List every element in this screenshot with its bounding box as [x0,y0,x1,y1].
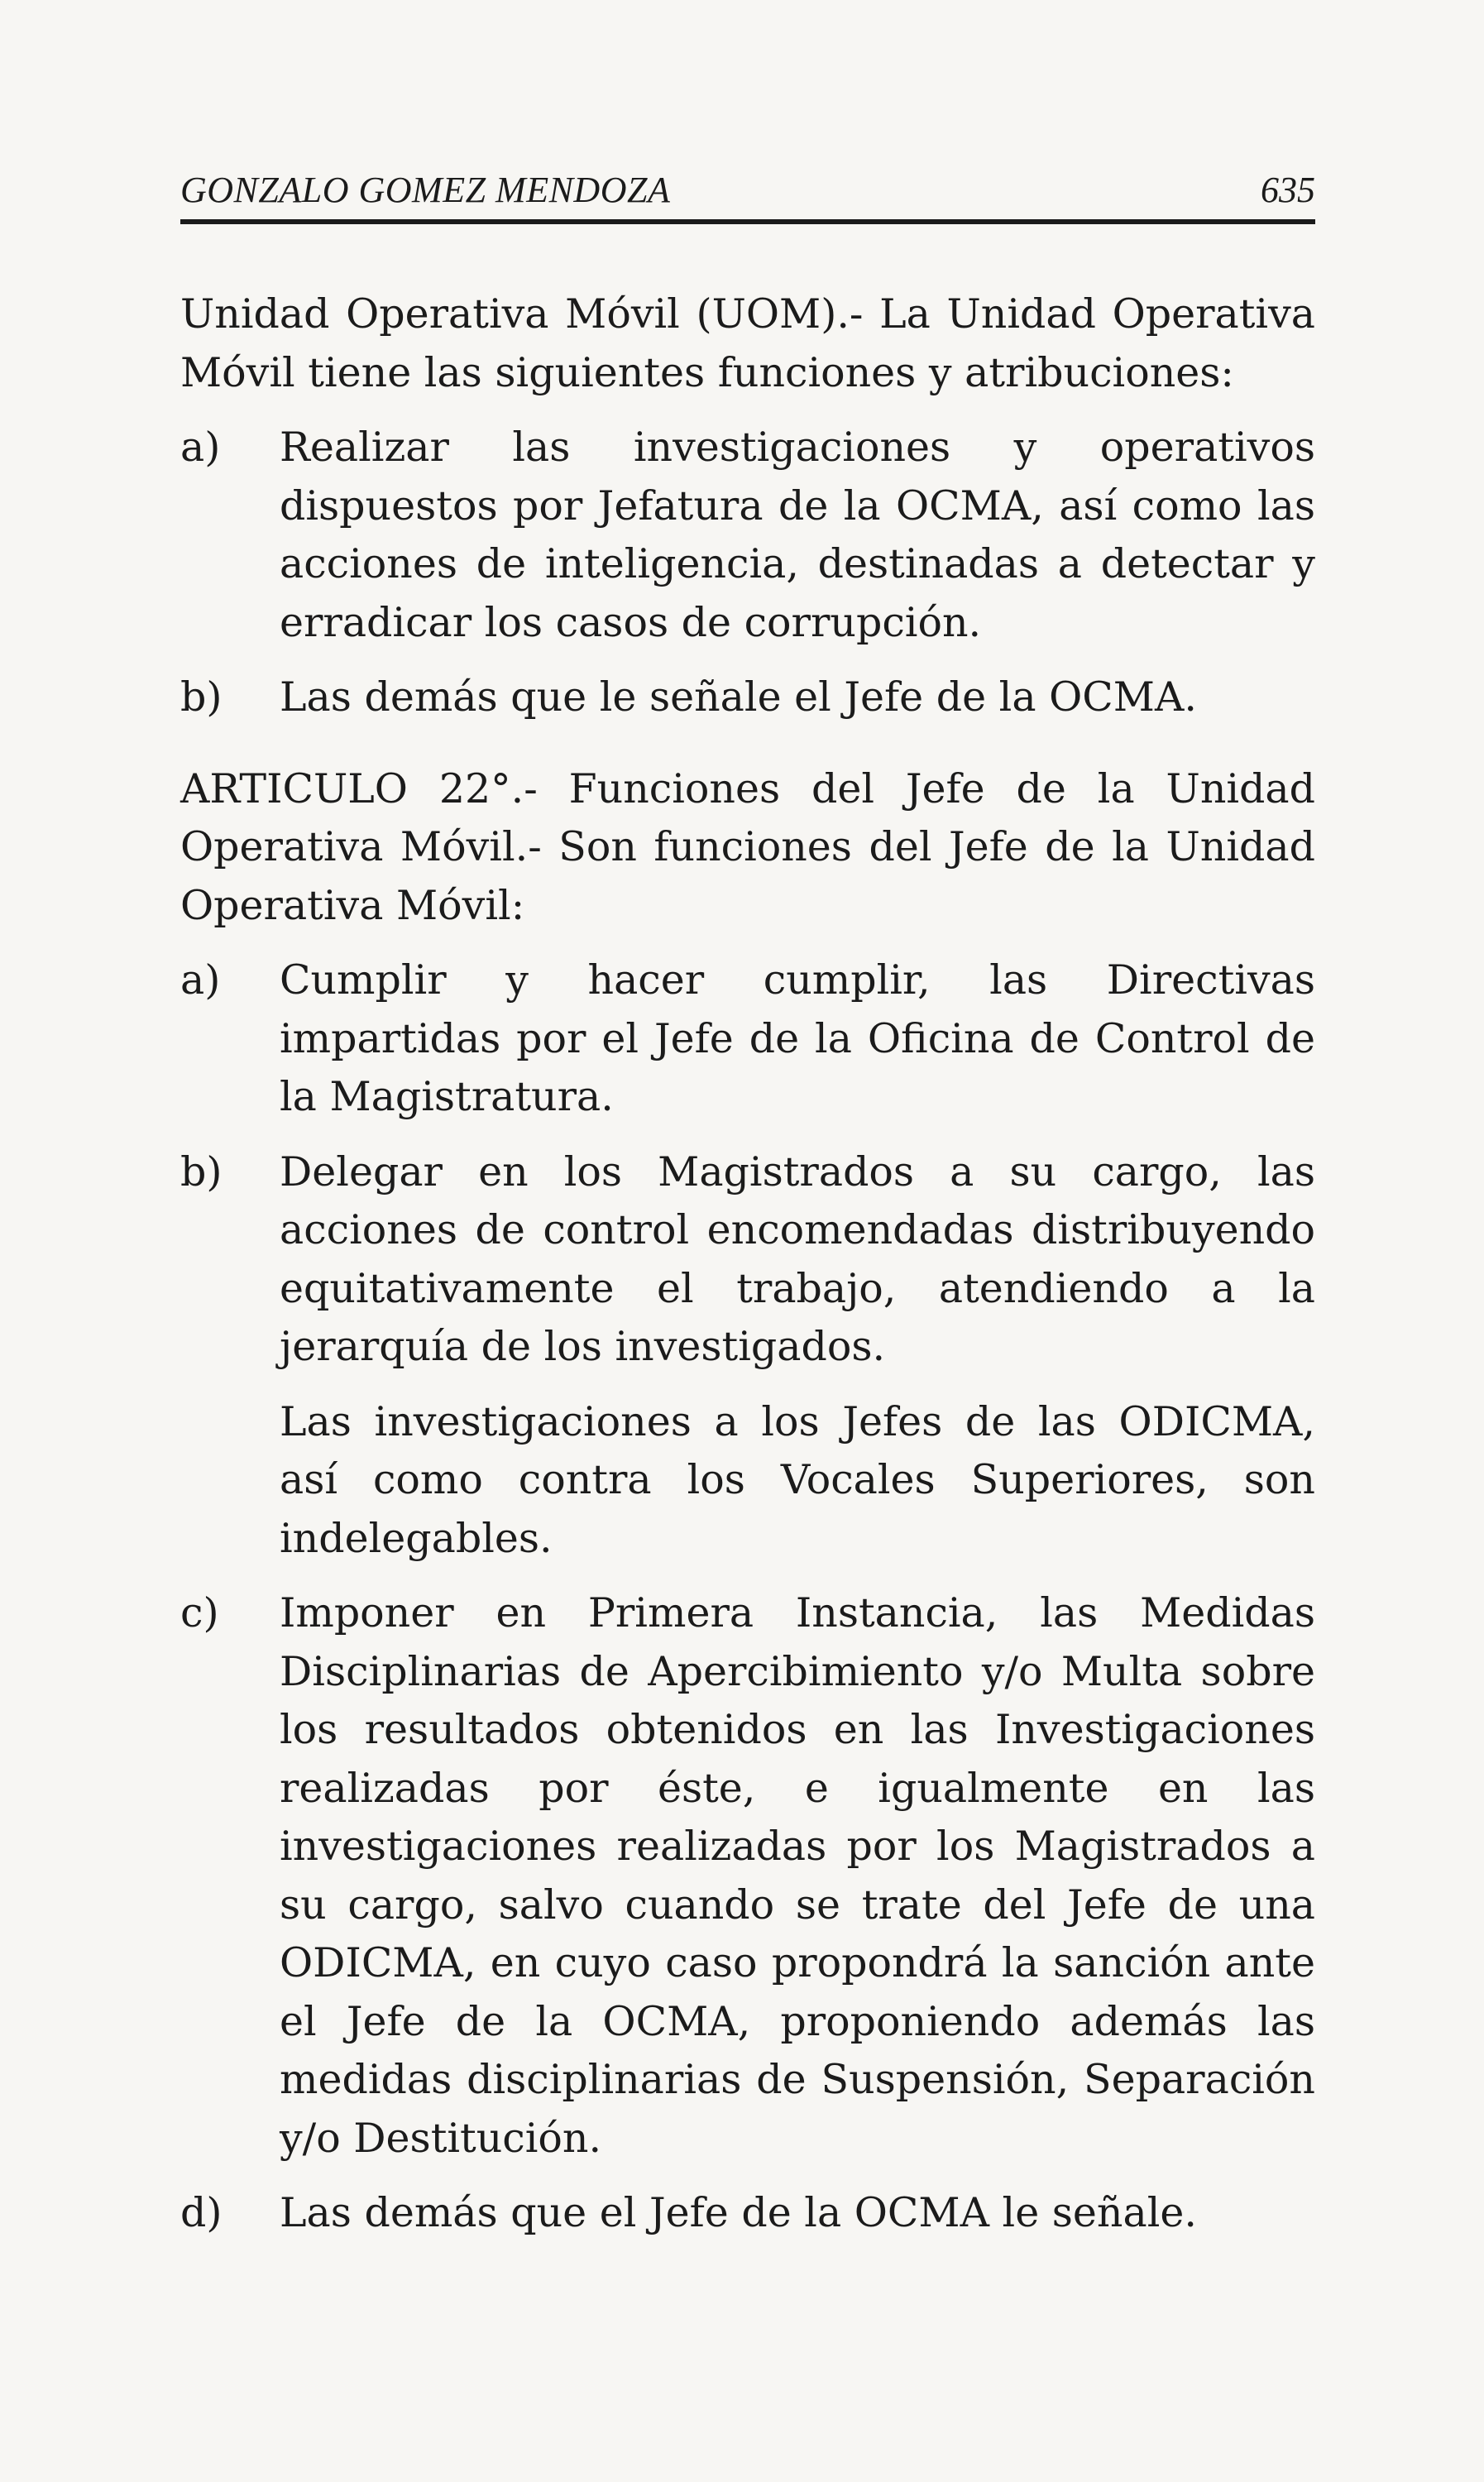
intro-paragraph: Unidad Operativa Móvil (UOM).- La Unidad Operativa Móvil tiene las siguientes funciones y atribuciones: [180,290,1315,396]
item-text: Las demás que el Jefe de la OCMA le señale. [280,2189,1197,2236]
item-label: b) [180,673,223,721]
list-item [180,1143,1315,1377]
item-label: a) [180,424,221,471]
item-text: Realizar las investigaciones y operativos dispuestos por Jefatura de la OCMA, así como las acciones de inteligencia, destinadas a detectar y erradicar los casos de corrupción. [280,424,1315,646]
item-text: Cumplir y hacer cumplir, las Directivas impartidas por el Jefe de la Oficina de Control de la Magistratura. [280,956,1315,1120]
item-text: Imponer en Primera Instancia, las Medidas Disciplinarias de Apercibimiento y/o Multa sobre los resultados obtenidos en las Investigaciones realizadas por éste, e igualmente en las investigaciones realizadas por los Magistrados a su cargo, salvo cuando se trate del Jefe de una ODICMA, en cuyo caso propondrá la sanción ante el Jefe de la OCMA, proponiendo además las medidas disciplinarias de Suspensión, Separación y/o Destitución. [280,1589,1315,2162]
list-item [180,2184,1315,2243]
item-label: b) [180,1148,223,1195]
item-label: c) [180,1589,219,1636]
item-text: Las demás que le señale el Jefe de la OCMA. [280,673,1197,721]
list-item [180,951,1315,1127]
list-item [180,668,1315,727]
item-label: d) [180,2189,223,2236]
list-item [180,1584,1315,2168]
running-head: GONZALO GOMEZ MENDOZA [180,170,671,210]
item-label: a) [180,956,221,1004]
page-body [180,285,1315,2259]
article-heading: ARTICULO 22°.- Funciones del Jefe de la Unidad Operativa Móvil.- Son funciones del Jefe de la Unidad Operativa Móvil: [180,764,1315,929]
page-header [180,170,1315,224]
item-text: Delegar en los Magistrados a su cargo, las acciones de control encomendadas distribuyendo equitativamente el trabajo, atendiendo a la jerarquía de los investigados. [280,1148,1315,1370]
sub-paragraph: Las investigaciones a los Jefes de las ODICMA, así como contra los Vocales Superiores, son indelegables. [280,1397,1315,1562]
list-item [180,419,1315,652]
page-number: 635 [1261,170,1315,210]
